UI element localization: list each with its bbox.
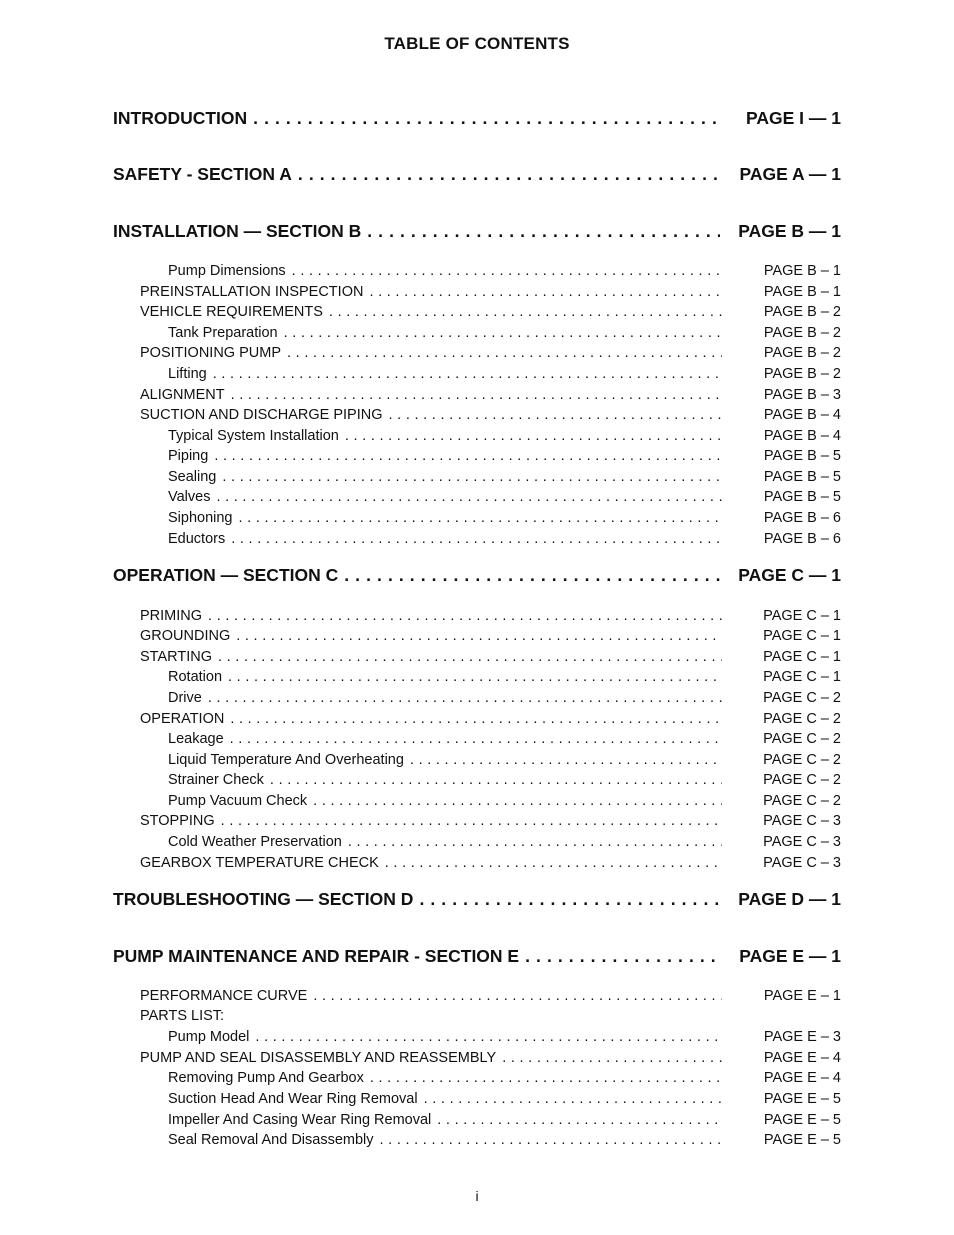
toc-entry[interactable] xyxy=(168,489,841,505)
toc-dot-leader xyxy=(287,345,722,361)
toc-entry[interactable] xyxy=(140,813,841,829)
toc-entry[interactable] xyxy=(168,1091,841,1107)
toc-dot-leader xyxy=(292,263,722,279)
toc-entry[interactable] xyxy=(168,752,841,768)
toc-entry[interactable] xyxy=(140,304,841,320)
toc-dot-leader xyxy=(253,108,720,129)
toc-entry-page: PAGE B – 4 xyxy=(763,407,841,423)
toc-entry-page: PAGE B – 6 xyxy=(763,510,841,526)
toc-entry-label: Impeller And Casing Wear Ring Removal xyxy=(168,1112,432,1128)
toc-dot-leader xyxy=(231,387,722,403)
toc-entry-page: PAGE I — 1 xyxy=(746,108,841,128)
toc-entry-label: Tank Preparation xyxy=(168,325,278,341)
toc-dot-leader xyxy=(221,813,722,829)
toc-entry-label: INSTALLATION — SECTION B xyxy=(113,221,362,241)
toc-section-entry[interactable] xyxy=(113,565,841,586)
toc-dot-leader xyxy=(214,448,722,464)
toc-entry[interactable] xyxy=(168,772,841,788)
toc-entry-page: PAGE C – 2 xyxy=(763,711,841,727)
toc-entry[interactable] xyxy=(168,448,841,464)
toc-dot-leader xyxy=(345,428,722,444)
toc-entry-label: Typical System Installation xyxy=(168,428,339,444)
toc-entry-label: Leakage xyxy=(168,731,224,747)
toc-entry[interactable] xyxy=(168,669,841,685)
toc-entry-page: PAGE E – 5 xyxy=(763,1091,841,1107)
toc-entry-label: Removing Pump And Gearbox xyxy=(168,1070,364,1086)
toc-entry-label: Suction Head And Wear Ring Removal xyxy=(168,1091,418,1107)
toc-entry-label: Valves xyxy=(168,489,211,505)
toc-entry[interactable] xyxy=(168,263,841,279)
toc-entry-label: VEHICLE REQUIREMENTS xyxy=(140,304,323,320)
toc-dot-leader xyxy=(298,164,720,185)
page-title: TABLE OF CONTENTS xyxy=(384,34,570,53)
toc-entry[interactable] xyxy=(168,690,841,706)
toc-entry-label: OPERATION xyxy=(140,711,225,727)
toc-dot-leader xyxy=(367,221,720,242)
toc-entry[interactable] xyxy=(140,1008,841,1024)
toc-entry-label: Siphoning xyxy=(168,510,233,526)
toc-dot-leader xyxy=(380,1132,722,1148)
toc-entry-page: PAGE E – 3 xyxy=(763,1029,841,1045)
toc-entry-page: PAGE A — 1 xyxy=(739,164,841,184)
toc-dot-leader xyxy=(218,649,722,665)
toc-dot-leader xyxy=(208,690,722,706)
toc-entry[interactable] xyxy=(168,325,841,341)
toc-entry-page: PAGE B — 1 xyxy=(738,221,841,241)
toc-entry-label: STARTING xyxy=(140,649,212,665)
toc-entry[interactable] xyxy=(140,387,841,403)
toc-entry-page: PAGE E — 1 xyxy=(739,946,841,966)
toc-dot-leader xyxy=(525,946,720,967)
toc-entry-label: PARTS LIST: xyxy=(140,1008,225,1024)
toc-dot-leader xyxy=(231,531,722,547)
toc-entry[interactable] xyxy=(168,531,841,547)
toc-entry-label: PUMP MAINTENANCE AND REPAIR - SECTION E xyxy=(113,946,520,966)
toc-dot-leader xyxy=(230,711,722,727)
toc-dot-leader xyxy=(236,628,722,644)
toc-entry[interactable] xyxy=(168,834,841,850)
toc-entry-page: PAGE C – 2 xyxy=(763,731,841,747)
toc-entry-label: PUMP AND SEAL DISASSEMBLY AND REASSEMBLY xyxy=(140,1050,497,1066)
toc-section-entry[interactable] xyxy=(113,946,841,967)
toc-entry-page: PAGE C – 1 xyxy=(763,669,841,685)
toc-section-entry[interactable] xyxy=(113,221,841,242)
toc-dot-leader xyxy=(270,772,722,788)
toc-dot-leader xyxy=(437,1112,722,1128)
toc-entry[interactable] xyxy=(140,628,841,644)
toc-entry[interactable] xyxy=(140,649,841,665)
toc-dot-leader xyxy=(344,565,720,586)
toc-entry-label: Pump Model xyxy=(168,1029,250,1045)
toc-entry[interactable] xyxy=(168,1112,841,1128)
toc-entry-page: PAGE C – 2 xyxy=(763,772,841,788)
toc-entry[interactable] xyxy=(140,608,841,624)
toc-section-entry[interactable] xyxy=(113,108,841,129)
toc-entry-label: PRIMING xyxy=(140,608,203,624)
toc-entry-page: PAGE E – 4 xyxy=(763,1070,841,1086)
toc-entry-label: SAFETY - SECTION A xyxy=(113,164,292,184)
toc-entry-label: Rotation xyxy=(168,669,223,685)
toc-entry[interactable] xyxy=(140,284,841,300)
toc-entry-page: PAGE C – 2 xyxy=(763,793,841,809)
toc-entry-page: PAGE C – 3 xyxy=(763,813,841,829)
toc-dot-leader xyxy=(239,510,723,526)
toc-entry-label: OPERATION — SECTION C xyxy=(113,565,339,585)
toc-entry[interactable] xyxy=(140,711,841,727)
toc-dot-leader xyxy=(370,1070,722,1086)
toc-entry-page: PAGE B – 2 xyxy=(763,304,841,320)
toc-entry-label: Liquid Temperature And Overheating xyxy=(168,752,404,768)
toc-entry-label: GROUNDING xyxy=(140,628,231,644)
toc-entry[interactable] xyxy=(140,988,841,1004)
toc-entry[interactable] xyxy=(168,1070,841,1086)
toc-dot-leader xyxy=(228,669,722,685)
toc-entry-page: PAGE E – 5 xyxy=(763,1132,841,1148)
toc-entry-page: PAGE B – 1 xyxy=(763,284,841,300)
toc-entry[interactable] xyxy=(168,366,841,382)
toc-entry-page: PAGE C – 1 xyxy=(763,628,841,644)
toc-entry-label: ALIGNMENT xyxy=(140,387,225,403)
toc-entry[interactable] xyxy=(140,1050,841,1066)
toc-entry-label: TROUBLESHOOTING — SECTION D xyxy=(113,889,414,909)
toc-entry-label: PREINSTALLATION INSPECTION xyxy=(140,284,364,300)
toc-section-entry[interactable] xyxy=(113,164,841,185)
toc-entry-label: STOPPING xyxy=(140,813,215,829)
toc-entry-label: Pump Vacuum Check xyxy=(168,793,308,809)
toc-entry[interactable] xyxy=(168,510,841,526)
toc-dot-leader xyxy=(208,608,722,624)
toc-entry[interactable] xyxy=(168,1029,841,1045)
toc-entry-page: PAGE C — 1 xyxy=(738,565,841,585)
toc-entry-label: Seal Removal And Disassembly xyxy=(168,1132,374,1148)
toc-entry-page: PAGE B – 5 xyxy=(763,489,841,505)
toc-entry-label: Lifting xyxy=(168,366,207,382)
toc-dot-leader xyxy=(385,855,722,871)
toc-entry[interactable] xyxy=(168,793,841,809)
toc-entry[interactable] xyxy=(140,407,841,423)
toc-dot-leader xyxy=(348,834,722,850)
toc-dot-leader xyxy=(502,1050,722,1066)
toc-entry-label: Sealing xyxy=(168,469,217,485)
toc-dot-leader xyxy=(410,752,722,768)
toc-dot-leader xyxy=(222,469,722,485)
toc-dot-leader xyxy=(424,1091,722,1107)
toc-dot-leader xyxy=(389,407,722,423)
toc-dot-leader xyxy=(419,889,720,910)
toc-dot-leader xyxy=(230,731,722,747)
toc-entry-label: Piping xyxy=(168,448,209,464)
toc-dot-leader xyxy=(216,489,722,505)
toc-entry-label: Eductors xyxy=(168,531,226,547)
toc-entry-page: PAGE E – 1 xyxy=(763,988,841,1004)
toc-dot-leader xyxy=(284,325,722,341)
toc-entry-page: PAGE B – 2 xyxy=(763,366,841,382)
toc-entry-page: PAGE C – 2 xyxy=(763,752,841,768)
toc-entry[interactable] xyxy=(168,1132,841,1148)
toc-entry-page: PAGE C – 1 xyxy=(763,649,841,665)
toc-entry-page: PAGE B – 3 xyxy=(763,387,841,403)
toc-entry-page: PAGE D — 1 xyxy=(738,889,841,909)
toc-entry[interactable] xyxy=(168,731,841,747)
toc-entry[interactable] xyxy=(168,428,841,444)
toc-entry-page: PAGE E – 5 xyxy=(763,1112,841,1128)
toc-entry-page: PAGE C – 2 xyxy=(763,690,841,706)
toc-entry-label: POSITIONING PUMP xyxy=(140,345,281,361)
toc-entry-label: Drive xyxy=(168,690,202,706)
toc-entry-page: PAGE C – 1 xyxy=(763,608,841,624)
toc-dot-leader xyxy=(329,304,722,320)
toc-dot-leader xyxy=(313,793,722,809)
toc-entry-page: PAGE C – 3 xyxy=(763,855,841,871)
toc-entry-page: PAGE E – 4 xyxy=(763,1050,841,1066)
toc-dot-leader xyxy=(255,1029,722,1045)
toc-entry-label: Cold Weather Preservation xyxy=(168,834,342,850)
toc-entry[interactable] xyxy=(140,345,841,361)
toc-entry-label: Pump Dimensions xyxy=(168,263,286,279)
toc-entry-page: PAGE B – 2 xyxy=(763,345,841,361)
toc-entry[interactable] xyxy=(168,469,841,485)
toc-entry-page: PAGE B – 4 xyxy=(763,428,841,444)
toc-entry-page: PAGE C – 3 xyxy=(763,834,841,850)
toc-entry-label: GEARBOX TEMPERATURE CHECK xyxy=(140,855,379,871)
toc-entry-label: Strainer Check xyxy=(168,772,264,788)
toc-entry-label: INTRODUCTION xyxy=(113,108,248,128)
toc-entry-label: SUCTION AND DISCHARGE PIPING xyxy=(140,407,383,423)
toc-entry-label: PERFORMANCE CURVE xyxy=(140,988,308,1004)
toc-dot-leader xyxy=(369,284,722,300)
toc-entry-page: PAGE B – 2 xyxy=(763,325,841,341)
toc-entry[interactable] xyxy=(140,855,841,871)
toc-entry-page: PAGE B – 6 xyxy=(763,531,841,547)
toc-section-entry[interactable] xyxy=(113,889,841,910)
toc-entry-page: PAGE B – 5 xyxy=(763,469,841,485)
toc-dot-leader xyxy=(213,366,722,382)
toc-entry-page: PAGE B – 1 xyxy=(763,263,841,279)
toc-entry-page: PAGE B – 5 xyxy=(763,448,841,464)
page-number: i xyxy=(475,1188,479,1204)
toc-dot-leader xyxy=(313,988,722,1004)
